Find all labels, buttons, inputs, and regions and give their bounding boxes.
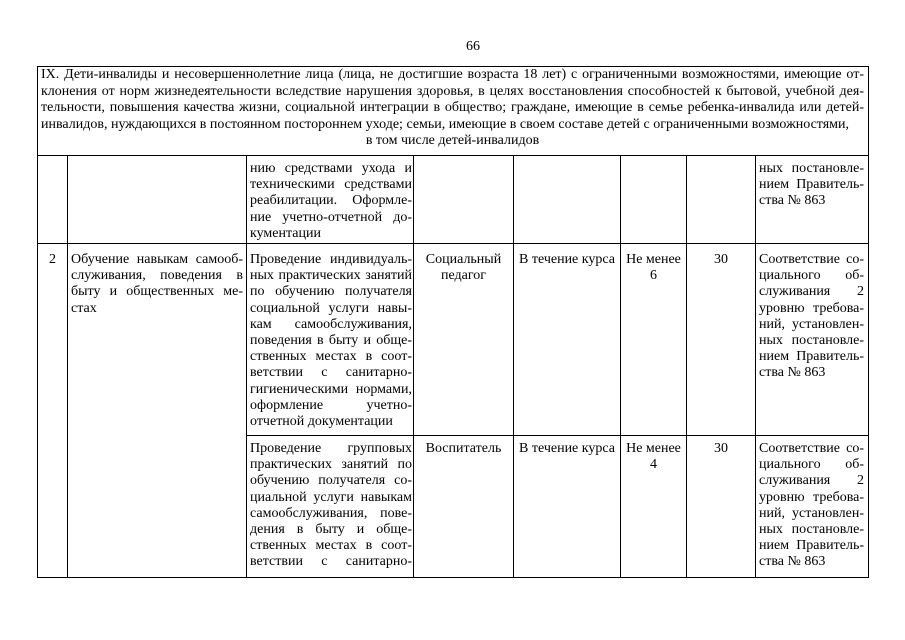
row-2-term <box>514 252 620 268</box>
text-line: ных практических занятий <box>250 268 412 284</box>
text-line: 30 <box>714 441 728 456</box>
text-line: практических занятий по <box>250 457 412 473</box>
table-rule-left <box>37 66 38 578</box>
text-line: уровню требова- <box>759 300 864 316</box>
row-2-content <box>250 252 412 430</box>
text-line: уровню требова- <box>759 489 864 505</box>
text-line: 4 <box>650 457 657 473</box>
text-line: Соответствие со- <box>759 441 864 456</box>
text-line: IX. Дети-инвалиды и несовершеннолетние лица (лица, не достигшие возраста 18 лет) с ограниченными возможностями, имеющие от- <box>41 67 864 82</box>
text-line: служивания 2 <box>759 473 864 489</box>
text-line: ветствии с санитарно- <box>250 365 412 381</box>
table-rule-header-bottom <box>37 155 869 156</box>
text-line: кументации <box>250 225 321 241</box>
row-3-amount <box>687 441 755 457</box>
table-rule-right <box>868 66 869 578</box>
text-line: В течение курса <box>519 252 615 267</box>
text-line: нию средствами ухода и <box>250 161 412 176</box>
text-line: дения в быту и обще- <box>250 522 412 538</box>
text-line: гигиеническими нормами, <box>250 381 412 397</box>
row-2-amount <box>687 252 755 268</box>
text-line: обучению получателя со- <box>250 473 412 489</box>
text-line: циального об- <box>759 268 864 284</box>
row-3-compliance <box>759 441 864 571</box>
text-line: циального об- <box>759 457 864 473</box>
text-line: Соответствие со- <box>759 252 864 267</box>
section-header <box>41 67 864 150</box>
row-2-service-name <box>71 252 243 317</box>
text-line: техническими средствами <box>250 177 412 193</box>
table-rule-row-1-bottom <box>37 243 869 244</box>
text-line: Социальный <box>425 252 502 267</box>
text-line: Не менее <box>626 441 681 456</box>
text-line: ства № 863 <box>759 554 826 570</box>
table-rule-bottom <box>37 577 869 578</box>
row-3-volume <box>621 441 686 473</box>
row-3-term <box>514 441 620 457</box>
row-1-content <box>250 161 412 242</box>
column-rule <box>513 155 514 578</box>
text-line: В течение курса <box>519 441 615 456</box>
text-line: нием Правитель- <box>759 349 864 365</box>
text-line: ветствии с санитарно- <box>250 554 412 570</box>
text-line: Воспитатель <box>425 441 502 456</box>
text-line: нием Правитель- <box>759 177 864 193</box>
row-2-number <box>38 252 67 268</box>
text-line: тельности, повышения качества жизни, социальной интеграции в общество; граждане, имеющие в семье ребенка-инвалида или детей- <box>41 100 864 115</box>
text-line: ний, установлен- <box>759 505 864 521</box>
column-rule <box>620 155 621 578</box>
text-line: по обучению получателя <box>250 284 412 300</box>
page-number: 66 <box>466 39 480 54</box>
text-line: Проведение групповых <box>250 441 412 456</box>
text-line: нием Правитель- <box>759 538 864 554</box>
text-line: 6 <box>650 268 657 284</box>
column-rule <box>413 155 414 578</box>
text-line: оформление учетно- <box>250 397 412 413</box>
text-line: ственных местах в соот- <box>250 538 412 554</box>
column-rule <box>755 155 756 578</box>
text-line: поведения в быту и обще- <box>250 333 412 349</box>
text-line: 30 <box>714 252 728 267</box>
text-line: клонения от норм жизнедеятельности вследствие нарушения здоровья, в целях восстановления способностей к бытовой, учебной дея- <box>41 83 864 99</box>
column-rule <box>67 155 68 578</box>
text-line: отчетной документации <box>250 414 393 430</box>
text-line: в том числе детей-инвалидов <box>365 133 540 148</box>
text-line: ных постановле- <box>759 161 864 176</box>
text-line: ние учетно-отчетной до- <box>250 209 412 225</box>
row-2-compliance <box>759 252 864 382</box>
text-line: 2 <box>49 252 56 267</box>
text-line: самообслуживания, пове- <box>250 505 412 521</box>
text-line: ственных местах в соот- <box>250 349 412 365</box>
text-line: кам самообслуживания, <box>250 316 412 332</box>
text-line: ных постановле- <box>759 333 864 349</box>
row-3-content <box>250 441 412 571</box>
text-line: реабилитации. Оформле- <box>250 193 412 209</box>
text-line: педагог <box>441 268 486 284</box>
text-line: циальной услуги навыкам <box>250 489 412 505</box>
row-1-compliance <box>759 161 864 210</box>
text-line: Проведение индивидуаль- <box>250 252 412 267</box>
row-2-volume <box>621 252 686 284</box>
text-line: Не менее <box>626 252 681 267</box>
text-line: ных постановле- <box>759 522 864 538</box>
text-line: быту и общественных ме- <box>71 284 243 300</box>
table-rule-row-2-bottom <box>246 435 869 436</box>
row-3-executor <box>414 441 513 457</box>
text-line: ний, установлен- <box>759 316 864 332</box>
column-rule <box>686 155 687 578</box>
text-line: ства № 863 <box>759 193 826 209</box>
text-line: ства № 863 <box>759 365 826 381</box>
text-line: стах <box>71 300 97 316</box>
text-line: инвалидов, нуждающихся в постоянном постороннем уходе; семьи, имеющие в своем составе детей с ограниченными возможностями, <box>41 116 850 132</box>
column-rule <box>246 155 247 578</box>
text-line: служивания, поведения в <box>71 268 243 284</box>
text-line: социальной услуги навы- <box>250 300 412 316</box>
text-line: Обучение навыкам самооб- <box>71 252 243 267</box>
row-2-executor <box>414 252 513 284</box>
text-line: служивания 2 <box>759 284 864 300</box>
